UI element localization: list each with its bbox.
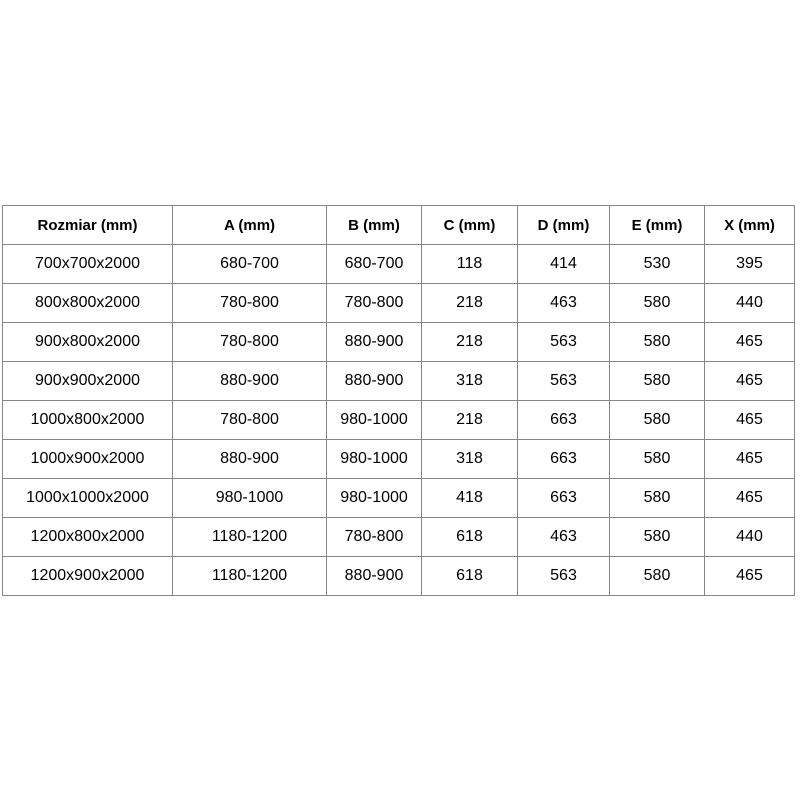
table-cell: 680-700: [327, 245, 422, 284]
table-cell: 465: [705, 323, 795, 362]
table-cell: 618: [422, 557, 518, 596]
table-row: [3, 284, 795, 323]
table-cell: 395: [705, 245, 795, 284]
table-row: [3, 557, 795, 596]
table-cell: 980-1000: [327, 401, 422, 440]
table-cell: 218: [422, 284, 518, 323]
table-cell: 463: [518, 284, 610, 323]
table-cell: 318: [422, 440, 518, 479]
table-cell: 1000x1000x2000: [3, 479, 173, 518]
table-cell: 580: [610, 557, 705, 596]
table-cell: 318: [422, 362, 518, 401]
table-cell: 1000x900x2000: [3, 440, 173, 479]
table-cell: 580: [610, 362, 705, 401]
table-cell: 218: [422, 323, 518, 362]
table-cell: 118: [422, 245, 518, 284]
column-header-c: C (mm): [422, 206, 518, 245]
table-cell: 980-1000: [327, 440, 422, 479]
column-header-d: D (mm): [518, 206, 610, 245]
table-cell: 1180-1200: [173, 557, 327, 596]
table-cell: 780-800: [173, 323, 327, 362]
column-header-e: E (mm): [610, 206, 705, 245]
table-row: [3, 245, 795, 284]
size-spec-table: [2, 205, 795, 596]
table-cell: 218: [422, 401, 518, 440]
table-row: [3, 362, 795, 401]
table-cell: 680-700: [173, 245, 327, 284]
table-cell: 880-900: [173, 362, 327, 401]
table-cell: 900x800x2000: [3, 323, 173, 362]
table-row: [3, 440, 795, 479]
table-cell: 880-900: [327, 362, 422, 401]
column-header-rozmiar: Rozmiar (mm): [3, 206, 173, 245]
table-cell: 580: [610, 479, 705, 518]
table-cell: 780-800: [327, 284, 422, 323]
table-cell: 465: [705, 479, 795, 518]
table-row: [3, 401, 795, 440]
table-cell: 800x800x2000: [3, 284, 173, 323]
table-cell: 663: [518, 440, 610, 479]
column-header-x: X (mm): [705, 206, 795, 245]
table-cell: 580: [610, 440, 705, 479]
table-cell: 465: [705, 440, 795, 479]
table-row: [3, 479, 795, 518]
column-header-b: B (mm): [327, 206, 422, 245]
table-cell: 563: [518, 323, 610, 362]
table-cell: 780-800: [173, 284, 327, 323]
table-cell: 440: [705, 518, 795, 557]
table-cell: 780-800: [173, 401, 327, 440]
table-cell: 980-1000: [173, 479, 327, 518]
column-header-a: A (mm): [173, 206, 327, 245]
table-cell: 465: [705, 362, 795, 401]
table-cell: 580: [610, 284, 705, 323]
table-cell: 663: [518, 479, 610, 518]
table-cell: 463: [518, 518, 610, 557]
table-cell: 880-900: [173, 440, 327, 479]
table-cell: 418: [422, 479, 518, 518]
table-cell: 1200x900x2000: [3, 557, 173, 596]
table-cell: 980-1000: [327, 479, 422, 518]
table-cell: 440: [705, 284, 795, 323]
table-cell: 618: [422, 518, 518, 557]
table-body: [3, 245, 795, 596]
table-row: [3, 518, 795, 557]
table-cell: 580: [610, 323, 705, 362]
table-cell: 1200x800x2000: [3, 518, 173, 557]
table-cell: 663: [518, 401, 610, 440]
table-cell: 414: [518, 245, 610, 284]
table-cell: 880-900: [327, 557, 422, 596]
table-cell: 780-800: [327, 518, 422, 557]
table-cell: 900x900x2000: [3, 362, 173, 401]
table-cell: 580: [610, 518, 705, 557]
table-cell: 700x700x2000: [3, 245, 173, 284]
header-row: [3, 206, 795, 245]
table-cell: 465: [705, 557, 795, 596]
table-row: [3, 323, 795, 362]
table-cell: 530: [610, 245, 705, 284]
table-cell: 563: [518, 362, 610, 401]
table-cell: 880-900: [327, 323, 422, 362]
table-cell: 1000x800x2000: [3, 401, 173, 440]
table-cell: 465: [705, 401, 795, 440]
table-header: [3, 206, 795, 245]
table-cell: 580: [610, 401, 705, 440]
table-cell: 1180-1200: [173, 518, 327, 557]
table-cell: 563: [518, 557, 610, 596]
